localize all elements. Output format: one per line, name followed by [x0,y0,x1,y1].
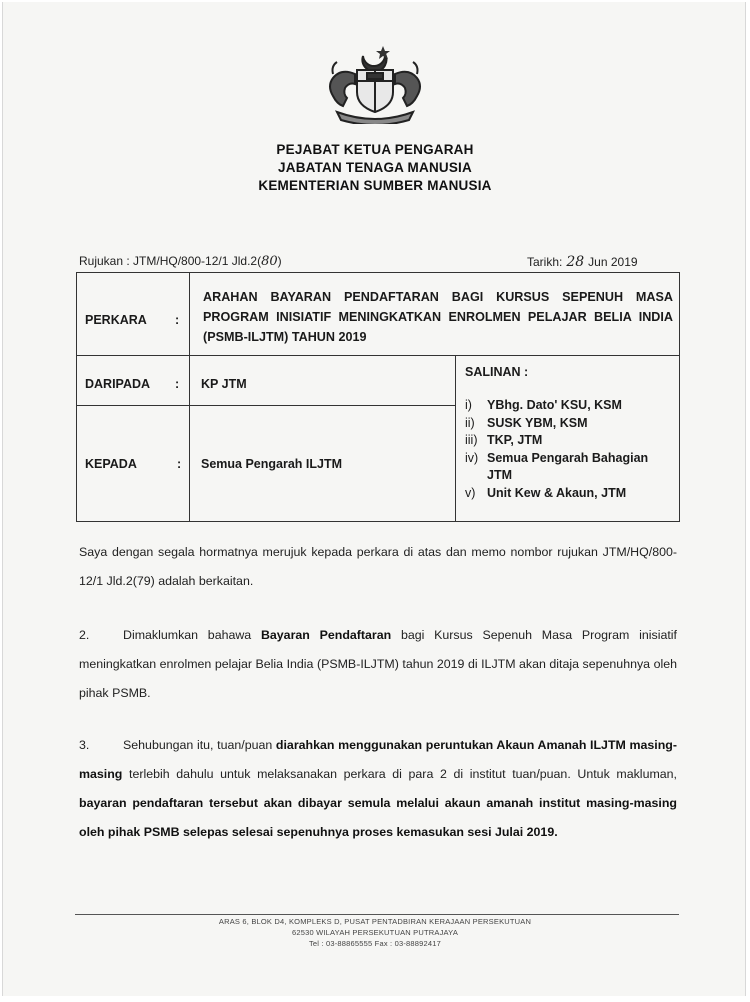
table-divider [77,405,455,406]
department-name: JABATAN TENAGA MANUSIA [278,160,472,175]
perkara-label: PERKARA [85,313,147,327]
paragraph-3: 3. Sehubungan itu, tuan/puan diarahkan menggunakan peruntukan Akaun Amanah ILJTM masing-masing terlebih dahulu untuk melaksanakan perkara di para 2 di institut tuan/puan. Untuk makluman, bayaran pendaftaran tersebut akan dibayar semula melalui akaun amanah institut masing-masing oleh pihak PSMB selepas selesai sepenuhnya proses kemasukan sesi Julai 2019. [79,738,678,839]
list-item: v) Unit Kew & Akaun, JTM [465,485,627,500]
list-item: ii) SUSK YBM, KSM [465,415,588,430]
office-name: PEJABAT KETUA PENGARAH [276,142,474,157]
table-divider [455,355,456,521]
list-item: iii) TKP, JTM [465,433,543,447]
salinan-title: SALINAN : [465,365,529,379]
recipient-value: Semua Pengarah ILJTM [201,457,343,471]
paragraph-1: Saya dengan segala hormatnya merujuk kepada perkara di atas dan memo nombor rujukan JTM/HQ/800-12/1 Jld.2(79) adalah berkaitan. [79,545,677,588]
list-item: i) YBhg. Dato' KSU, KSM [465,398,622,412]
kepada-label: KEPADA [85,457,137,471]
table-divider [189,273,190,521]
handwritten-day: 28 [566,254,585,270]
sender-value: KP JTM [201,377,247,391]
paragraph-2: 2. Dimaklumkan bahawa Bayaran Pendaftaran bagi Kursus Sepenuh Masa Program inisiatif meningkatkan enrolmen pelajar Belia India (PSMB-ILJTM) tahun 2019 di ILJTM akan ditaja sepenuhnya oleh pihak PSMB. [79,628,677,700]
footer-contact: Tel : 03-88865555 Fax : 03-88892417 [308,939,442,948]
letter-page [2,2,746,996]
handwritten-ref: 80 [261,254,278,269]
list-item: iv) Semua Pengarah Bahagian JTM [465,450,649,482]
subject-text: ARAHAN BAYARAN PENDAFTARAN BAGI KURSUS SEPENUH MASA PROGRAM INISIATIF MENINGKATKAN ENROLMEN PELAJAR BELIA INDIA (PSMB-ILJTM) TAHUN 2019 [203,290,673,344]
reference-number: Rujukan : JTM/HQ/800-12/1 Jld.2(80) [79,254,282,269]
ministry-name: KEMENTERIAN SUMBER MANUSIA [258,178,492,193]
footer-divider [75,914,679,915]
salinan-list [465,397,675,502]
footer-city: 62530 WILAYAH PERSEKUTUAN PUTRAJAYA [291,928,459,937]
coat-of-arms-icon [317,40,433,124]
daripada-label: DARIPADA [85,377,151,391]
table-divider [77,355,679,356]
letter-date: Tarikh: 28 Jun 2019 [527,254,638,270]
footer-address: ARAS 6, BLOK D4, KOMPLEKS D, PUSAT PENTADBIRAN KERAJAAN PERSEKUTUAN [218,917,532,926]
memo-header-table: PERKARA : ARAHAN BAYARAN PENDAFTARAN BAGI KURSUS SEPENUH MASA PROGRAM INISIATIF MENINGKATKAN ENROLMEN PELAJAR BELIA INDIA (PSMB-ILJTM) TAHUN 2019 DARIPADA : KP JTM KEPADA : Semua Pengarah ILJTM SALINAN : i) YBhg. Dato' KSU, KSM ii) SUSK YBM, KSM iii) TKP, JTM iv) Semua Pengarah Bahagian JTM v) Unit Kew & Akaun, JTM [76,272,680,522]
